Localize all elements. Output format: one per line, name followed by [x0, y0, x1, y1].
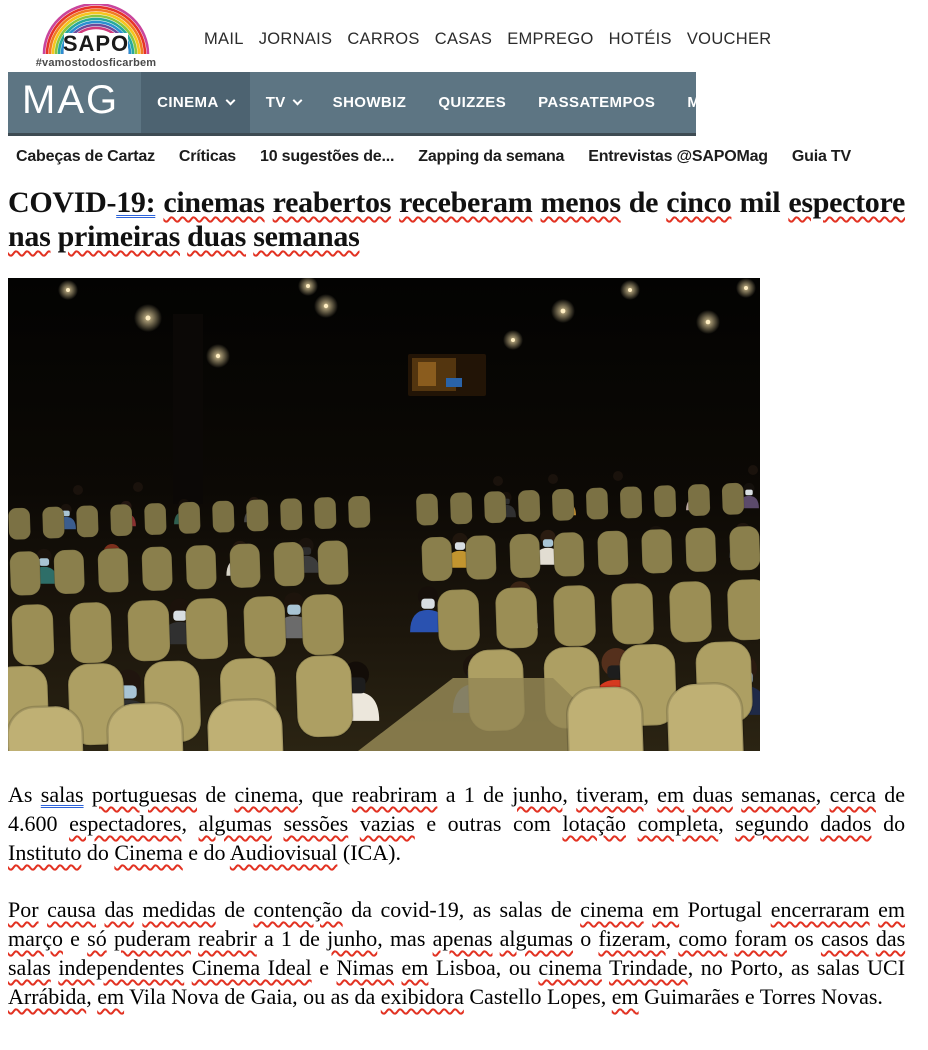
misspelled-word: exibidora	[380, 984, 464, 1009]
article-paragraph-1: As salas portuguesas de cinema, que reabriram a 1 de junho, tiveram, em duas semanas, cerca de 4.600 espectadores, algumas sessões vazias e outras com lotação completa, segundo dados do Instituto do Cinema e do Audiovisual (ICA).	[8, 782, 906, 865]
misspelled-word: nas	[8, 220, 51, 253]
nav-item-magazine[interactable]	[671, 72, 786, 133]
misspelled-word: reabriram	[351, 782, 438, 807]
misspelled-word: Arrábida	[8, 984, 87, 1009]
misspelled-word: cinema	[234, 782, 298, 807]
svg-text:SAPO: SAPO	[62, 31, 130, 54]
subnav-item-entrevistas-sapomag[interactable]: Entrevistas @SAPOMag	[588, 148, 768, 165]
misspelled-word: completa	[637, 811, 719, 836]
misspelled-word: cinema	[580, 897, 644, 922]
chevron-down-icon	[292, 96, 302, 106]
misspelled-word: em	[97, 984, 125, 1009]
misspelled-word: independentes	[58, 955, 185, 980]
misspelled-word: primeiras	[57, 220, 180, 253]
nav-item-label: TV	[265, 94, 286, 111]
article-paragraph-2: Por causa das medidas de contenção da covid-19, as salas de cinema em Portugal encerraram em março e só puderam reabrir a 1 de junho, mas apenas algumas o fizeram, como foram os casos das salas independentes Cinema Ideal e Nimas em Lisboa, ou cinema Trindade, no Porto, as salas UCI Arrábida, em Vila Nova de Gaia, ou as da exibidora Castello Lopes, em Guimarães e Torres Novas.	[8, 897, 906, 1009]
misspelled-word: Nimas	[336, 955, 394, 980]
nav-item-label: PASSATEMPOS	[538, 94, 656, 111]
misspelled-word: foram	[734, 926, 787, 951]
subnav-item-zapping-da-semana[interactable]: Zapping da semana	[418, 148, 565, 165]
mag-nav-items	[141, 72, 786, 133]
misspelled-word: junho	[327, 926, 378, 951]
misspelled-word: casos	[820, 926, 869, 951]
nav-item-showbiz[interactable]	[317, 72, 423, 133]
logo-tagline: #vamostodosficarbem	[35, 57, 157, 69]
article	[8, 186, 905, 1011]
misspelled-word: reabertos	[272, 186, 392, 219]
misspelled-word: cinco	[666, 186, 732, 219]
misspelled-word: espectore	[788, 186, 905, 219]
misspelled-word: duas	[187, 220, 247, 253]
misspelled-word: vazias	[359, 811, 415, 836]
misspelled-word: sessões	[283, 811, 349, 836]
nav-item-label: SHOWBIZ	[332, 94, 407, 111]
misspelled-word: cerca	[829, 782, 876, 807]
misspelled-word: cinemas	[163, 186, 265, 219]
grammar-marked-word: 19:	[116, 186, 156, 219]
portal-link-mail[interactable]: MAIL	[204, 30, 244, 48]
mag-wordmark[interactable]: MAG	[22, 78, 120, 122]
misspelled-word: algumas	[198, 811, 272, 836]
misspelled-word: como	[678, 926, 728, 951]
nav-item-cinema[interactable]	[141, 72, 250, 133]
misspelled-word: receberam	[399, 186, 533, 219]
misspelled-word: lotação	[562, 811, 626, 836]
portal-link-casas[interactable]: CASAS	[434, 30, 493, 48]
subnav-item-10-sugest-es-de[interactable]: 10 sugestões de...	[260, 148, 395, 165]
misspelled-word: segundo	[735, 811, 809, 836]
chevron-down-icon	[225, 96, 235, 106]
misspelled-word: Trindade	[609, 955, 688, 980]
nav-item-label: CINEMA	[157, 94, 219, 111]
misspelled-word: junho	[512, 782, 563, 807]
misspelled-word: duas	[692, 782, 733, 807]
grammar-marked-word: salas	[40, 782, 84, 807]
nav-item-passatempos[interactable]	[522, 72, 671, 133]
misspelled-word: Audiovisual	[229, 840, 338, 865]
misspelled-word: menos	[540, 186, 621, 219]
misspelled-word: em	[401, 955, 429, 980]
misspelled-word: em	[611, 984, 639, 1009]
misspelled-word: salas	[8, 955, 51, 980]
cinema-subnav	[16, 148, 928, 166]
projection-window	[408, 354, 486, 396]
nav-item-label: QUIZZES	[438, 94, 507, 111]
misspelled-word: em	[657, 782, 685, 807]
misspelled-word: contenção	[253, 897, 343, 922]
portal-header	[0, 0, 928, 72]
misspelled-word: só	[87, 926, 107, 951]
portal-link-emprego[interactable]: EMPREGO	[507, 30, 594, 48]
misspelled-word: apenas	[432, 926, 493, 951]
misspelled-word: Cinema	[114, 840, 183, 865]
portal-link-jornais[interactable]: JORNAIS	[258, 30, 333, 48]
misspelled-word: Instituto	[8, 840, 82, 865]
cinema-audience-illustration	[8, 278, 760, 751]
subnav-item-guia-tv[interactable]: Guia TV	[791, 148, 851, 165]
portal-link-carros[interactable]: CARROS	[347, 30, 420, 48]
misspelled-word: reabrir	[198, 926, 257, 951]
mag-navbar	[8, 72, 771, 136]
misspelled-word: março	[8, 926, 63, 951]
misspelled-word: cinema	[538, 955, 602, 980]
portal-link-hot-is[interactable]: HOTÉIS	[608, 30, 672, 48]
misspelled-word: algumas	[499, 926, 573, 951]
misspelled-word: espectadores	[69, 811, 182, 836]
misspelled-word: semanas	[253, 220, 360, 253]
misspelled-word: portuguesas	[91, 782, 197, 807]
nav-item-tv[interactable]	[250, 72, 317, 133]
misspelled-word: encerraram	[770, 897, 870, 922]
subnav-item-cr-ticas[interactable]: Críticas	[178, 148, 236, 165]
misspelled-word: em	[652, 897, 680, 922]
nav-item-quizzes[interactable]	[422, 72, 522, 133]
misspelled-word: medidas	[142, 897, 216, 922]
misspelled-word: puderam	[113, 926, 191, 951]
misspelled-word: em	[878, 897, 906, 922]
misspelled-word: Cinema Ideal	[191, 955, 312, 980]
subnav-item-cabe-as-de-cartaz[interactable]: Cabeças de Cartaz	[16, 148, 155, 165]
sapo-logo[interactable]	[30, 4, 162, 69]
misspelled-word: tiveram	[576, 782, 644, 807]
misspelled-word: semanas	[741, 782, 816, 807]
misspelled-word: Por	[8, 897, 39, 922]
portal-links	[204, 30, 771, 49]
sapo-rainbow-icon	[31, 4, 161, 54]
article-headline: COVID-19: cinemas reabertos receberam menos de cinco mil espectore nas primeiras duas semanas	[8, 186, 905, 253]
misspelled-word: fizeram	[598, 926, 666, 951]
misspelled-word: dados	[820, 811, 872, 836]
misspelled-word: das	[875, 926, 906, 951]
misspelled-word: causa	[47, 897, 96, 922]
portal-link-voucher[interactable]: VOUCHER	[686, 30, 772, 48]
article-photo	[8, 278, 760, 751]
nav-item-label: MAGAZINE	[687, 94, 771, 111]
misspelled-word: das	[104, 897, 134, 922]
